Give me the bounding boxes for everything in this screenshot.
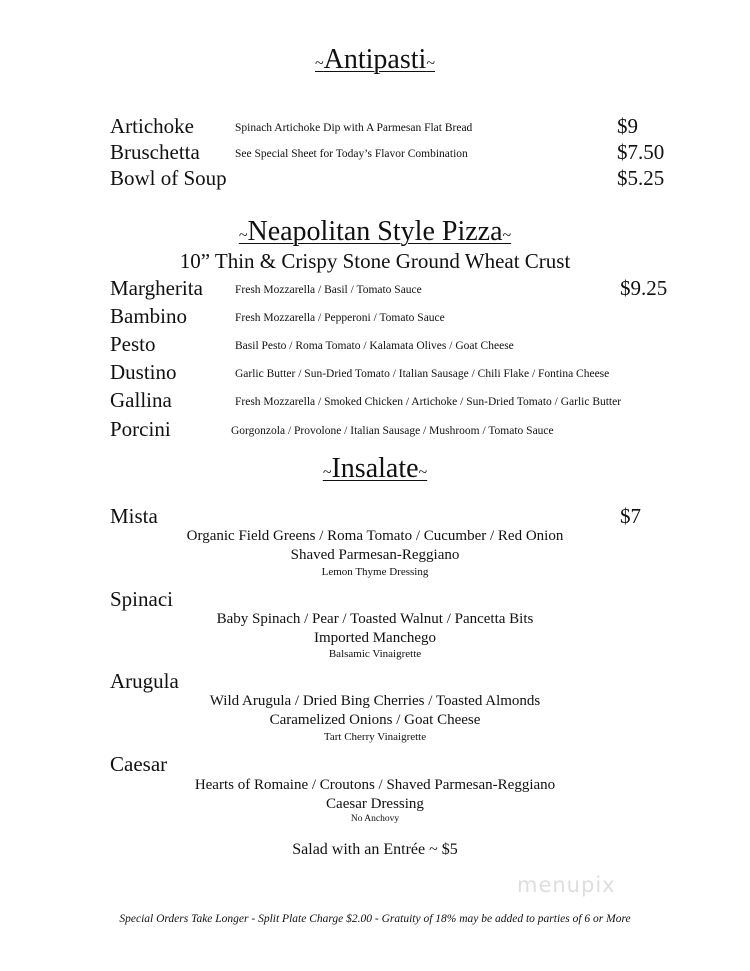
watermark-logo: menupix (517, 873, 616, 897)
pizza-title: Neapolitan Style Pizza (247, 216, 503, 247)
pizza-description: Garlic Butter / Sun-Dried Tomato / Italian Sausage / Chili Flake / Fontina Cheese (235, 368, 610, 380)
insalate-title: Insalate (331, 453, 419, 484)
salad-dressing: Lemon Thyme Dressing (321, 566, 429, 578)
pizza-description: Fresh Mozzarella / Smoked Chicken / Artichoke / Sun-Dried Tomato / Garlic Butter (235, 396, 622, 408)
insalate-heading: ~Insalate~ (322, 453, 428, 484)
salad-ingredients: Shaved Parmesan-Reggiano (290, 547, 460, 563)
antipasti-title: Antipasti (323, 44, 427, 75)
item-description: Spinach Artichoke Dip with A Parmesan Flat Bread (235, 122, 473, 134)
salad-ingredients: Caesar Dressing (326, 796, 424, 812)
item-price: $7.50 (617, 140, 665, 164)
pizza-description: Basil Pesto / Roma Tomato / Kalamata Olives / Goat Cheese (235, 340, 514, 352)
salad-dressing: Tart Cherry Vinaigrette (323, 731, 427, 743)
pizza-name: Margherita (110, 276, 203, 300)
salad-name: Caesar (110, 752, 168, 776)
insalate-price: $7 (620, 504, 641, 528)
item-description: See Special Sheet for Today’s Flavor Combination (235, 148, 468, 160)
salad-ingredients: Caramelized Onions / Goat Cheese (269, 712, 481, 728)
salad-name: Arugula (110, 669, 179, 693)
pizza-name: Bambino (110, 304, 187, 328)
antipasti-heading: ~Antipasti~ (315, 44, 435, 75)
item-name: Bowl of Soup (110, 166, 227, 190)
pizza-subtitle: 10” Thin & Crispy Stone Ground Wheat Crust (179, 249, 571, 273)
item-price: $5.25 (617, 166, 665, 190)
salad-addon-price: Salad with an Entrée ~ $5 (292, 841, 458, 858)
pizza-name: Pesto (110, 332, 156, 356)
salad-ingredients: Wild Arugula / Dried Bing Cherries / Toasted Almonds (209, 693, 541, 709)
pizza-heading: ~Neapolitan Style Pizza~ (238, 216, 512, 247)
salad-ingredients: Organic Field Greens / Roma Tomato / Cucumber / Red Onion (186, 528, 564, 544)
salad-dressing: No Anchovy (350, 814, 400, 824)
salad-ingredients: Imported Manchego (313, 630, 437, 646)
pizza-name: Dustino (110, 360, 177, 384)
salad-name: Spinaci (110, 587, 173, 611)
item-name: Bruschetta (110, 140, 200, 164)
salad-ingredients: Hearts of Romaine / Croutons / Shaved Parmesan-Reggiano (194, 777, 556, 793)
pizza-price: $9.25 (620, 276, 668, 300)
pizza-description: Gorgonzola / Provolone / Italian Sausage / Mushroom / Tomato Sauce (231, 425, 554, 437)
item-price: $9 (617, 114, 638, 138)
pizza-description: Fresh Mozzarella / Basil / Tomato Sauce (235, 284, 422, 296)
footer-note: Special Orders Take Longer - Split Plate Charge $2.00 - Gratuity of 18% may be added to parties of 6 or More (119, 913, 631, 925)
salad-dressing: Balsamic Vinaigrette (328, 648, 422, 660)
salad-ingredients: Baby Spinach / Pear / Toasted Walnut / Pancetta Bits (216, 611, 534, 627)
salad-name: Mista (110, 504, 158, 528)
item-name: Artichoke (110, 114, 194, 138)
pizza-description: Fresh Mozzarella / Pepperoni / Tomato Sauce (235, 312, 445, 324)
pizza-name: Porcini (110, 417, 171, 441)
pizza-name: Gallina (110, 388, 172, 412)
